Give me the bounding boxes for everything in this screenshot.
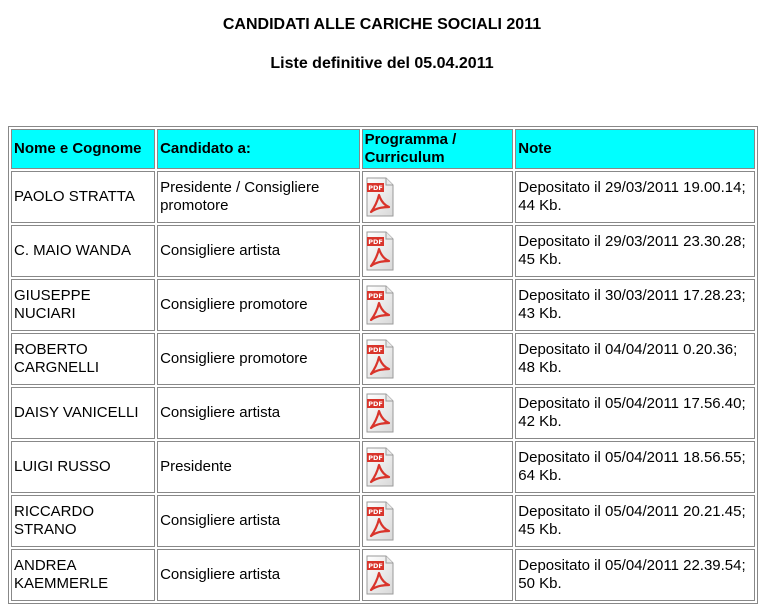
program-cell xyxy=(362,225,514,277)
pdf-label: PDF xyxy=(367,238,383,246)
candidate-note: Depositato il 05/04/2011 17.56.40; 42 Kb. xyxy=(515,387,755,439)
program-cell xyxy=(362,495,514,547)
header-note: Note xyxy=(515,129,755,169)
pdf-label: PDF xyxy=(367,454,383,462)
candidate-name: RICCARDO STRANO xyxy=(11,495,155,547)
candidate-note: Depositato il 29/03/2011 19.00.14; 44 Kb. xyxy=(515,171,755,223)
candidate-role: Consigliere promotore xyxy=(157,333,359,385)
candidate-note: Depositato il 29/03/2011 23.30.28; 45 Kb. xyxy=(515,225,755,277)
pdf-label: PDF xyxy=(367,346,383,354)
pdf-label: PDF xyxy=(367,508,383,516)
candidate-name: ANDREA KAEMMERLE xyxy=(11,549,155,601)
table-row xyxy=(11,549,755,601)
header-role: Candidato a: xyxy=(157,129,359,169)
pdf-icon[interactable] xyxy=(365,501,395,541)
program-cell xyxy=(362,441,514,493)
table-body xyxy=(11,171,755,601)
candidate-role: Consigliere artista xyxy=(157,549,359,601)
candidates-table xyxy=(8,126,758,604)
candidate-role: Consigliere artista xyxy=(157,495,359,547)
program-cell xyxy=(362,387,514,439)
candidate-note: Depositato il 05/04/2011 20.21.45; 45 Kb. xyxy=(515,495,755,547)
candidate-note: Depositato il 05/04/2011 22.39.54; 50 Kb. xyxy=(515,549,755,601)
program-cell xyxy=(362,279,514,331)
table-row xyxy=(11,495,755,547)
pdf-icon[interactable] xyxy=(365,339,395,379)
candidate-name: ROBERTO CARGNELLI xyxy=(11,333,155,385)
table-row xyxy=(11,333,755,385)
page-subtitle: Liste definitive del 05.04.2011 xyxy=(270,55,494,72)
candidate-note: Depositato il 04/04/2011 0.20.36; 48 Kb. xyxy=(515,333,755,385)
pdf-label: PDF xyxy=(367,292,383,300)
pdf-icon[interactable] xyxy=(365,447,395,487)
candidate-role: Consigliere promotore xyxy=(157,279,359,331)
program-cell xyxy=(362,171,514,223)
table-row xyxy=(11,441,755,493)
candidate-name: C. MAIO WANDA xyxy=(11,225,155,277)
candidate-role: Presidente / Consigliere promotore xyxy=(157,171,359,223)
pdf-icon[interactable] xyxy=(365,231,395,271)
pdf-icon[interactable] xyxy=(365,555,395,595)
candidate-name: GIUSEPPE NUCIARI xyxy=(11,279,155,331)
table-header-row xyxy=(11,129,755,169)
candidate-name: DAISY VANICELLI xyxy=(11,387,155,439)
table-row xyxy=(11,225,755,277)
pdf-label: PDF xyxy=(367,400,383,408)
table-row xyxy=(11,171,755,223)
candidate-name: PAOLO STRATTA xyxy=(11,171,155,223)
pdf-label: PDF xyxy=(367,184,383,192)
table-row xyxy=(11,387,755,439)
candidate-role: Consigliere artista xyxy=(157,225,359,277)
header-program: Programma / Curriculum xyxy=(362,129,514,169)
candidate-note: Depositato il 30/03/2011 17.28.23; 43 Kb. xyxy=(515,279,755,331)
candidate-note: Depositato il 05/04/2011 18.56.55; 64 Kb. xyxy=(515,441,755,493)
pdf-label: PDF xyxy=(367,562,383,570)
pdf-icon[interactable] xyxy=(365,285,395,325)
program-cell xyxy=(362,333,514,385)
candidate-role: Presidente xyxy=(157,441,359,493)
pdf-icon[interactable] xyxy=(365,177,395,217)
table-row xyxy=(11,279,755,331)
page-title: CANDIDATI ALLE CARICHE SOCIALI 2011 xyxy=(222,16,542,33)
candidate-name: LUIGI RUSSO xyxy=(11,441,155,493)
candidate-role: Consigliere artista xyxy=(157,387,359,439)
pdf-icon[interactable] xyxy=(365,393,395,433)
program-cell xyxy=(362,549,514,601)
header-name: Nome e Cognome xyxy=(11,129,155,169)
